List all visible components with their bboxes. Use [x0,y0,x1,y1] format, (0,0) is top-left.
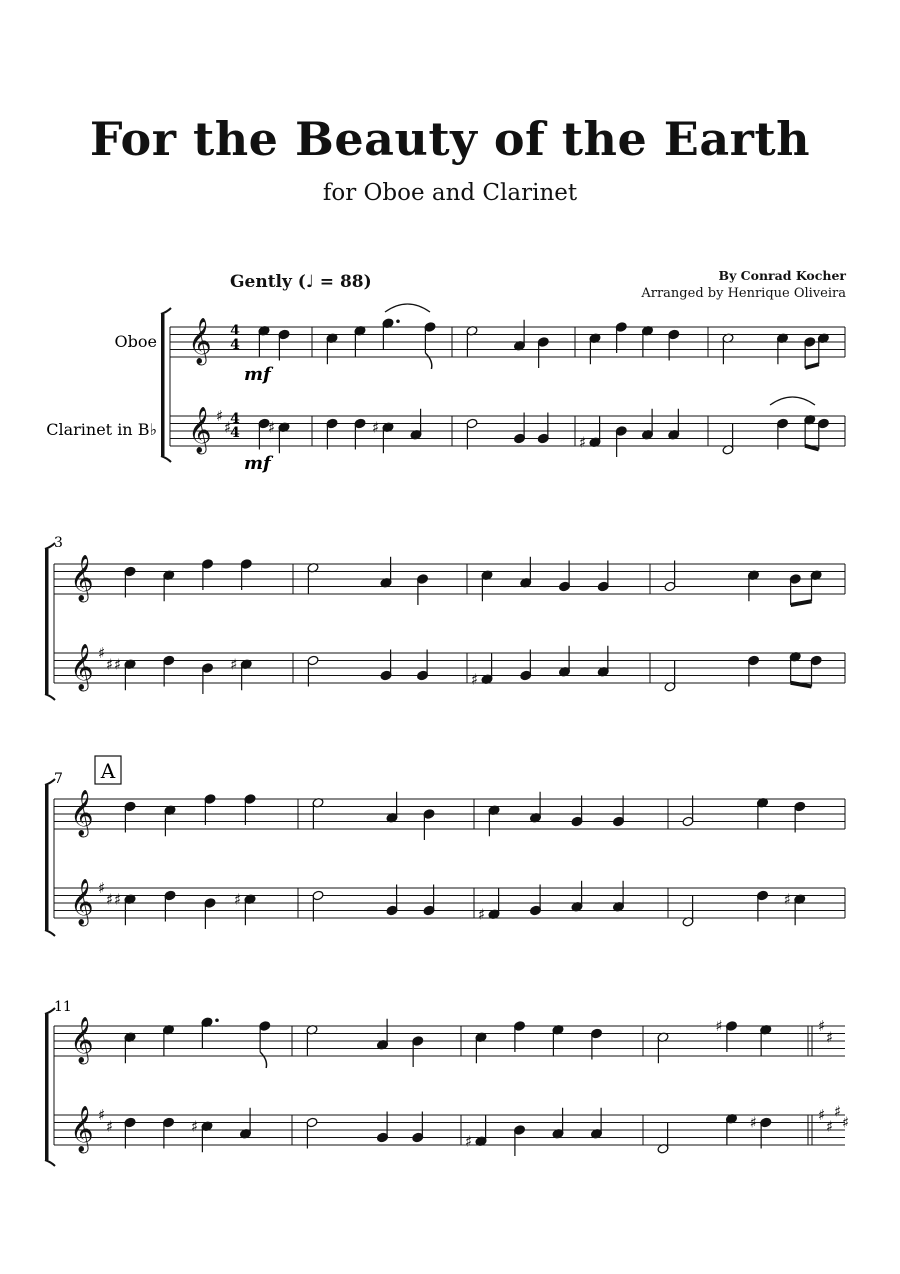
sharp-icon: ♯ [749,1113,758,1132]
clarinet-label: Clarinet in B♭ [46,420,157,439]
sharp-icon: ♯ [783,890,792,909]
treble-clef-icon: 𝄞 [70,1017,94,1063]
sharp-icon: ♯ [826,1117,834,1136]
sharp-icon: ♯ [98,644,106,662]
sharp-icon: ♯ [106,655,114,674]
sharp-icon: ♯ [234,890,242,909]
sharp-icon: ♯ [224,418,232,437]
bracket-hook [161,308,171,314]
sharp-icon: ♯ [818,1106,826,1124]
treble-clef-icon: 𝄞 [70,879,94,925]
measure-number: 7 [54,771,63,787]
oboe-label: Oboe [114,332,157,351]
composer-credit: By Conrad Kocher [718,268,846,283]
sharp-icon: ♯ [114,655,122,674]
bracket-hook [45,930,55,936]
sharp-icon: ♯ [372,418,380,437]
augmentation-dot [215,1018,219,1022]
system-bracket [45,549,49,694]
sharp-icon: ♯ [106,890,114,909]
treble-clef-icon: 𝄞 [188,407,212,453]
sharp-icon: ♯ [98,1106,106,1124]
arranger-credit: Arranged by Henrique Oliveira [641,286,846,301]
sharp-icon: ♯ [216,407,224,425]
slur [385,304,430,312]
treble-clef-icon: 𝄞 [188,318,212,364]
sharp-icon: ♯ [818,1017,826,1035]
sharp-icon: ♯ [98,879,106,897]
note-beam [791,601,812,605]
notation-layer [45,304,849,1166]
time-signature-bottom: 4 [230,337,240,353]
sharp-icon: ♯ [114,890,122,909]
time-signature-top: 4 [230,323,240,339]
sharp-icon: ♯ [268,418,276,437]
quarter-note-icon: ♩ [305,272,314,292]
system-bracket [45,1014,49,1160]
sharp-icon: ♯ [834,1102,842,1121]
sharp-icon: ♯ [715,1017,723,1035]
sharp-icon: ♯ [826,1028,834,1047]
system-bracket [161,314,165,456]
system-bracket [45,785,49,930]
score-subtitle: for Oboe and Clarinet [322,180,578,206]
time-signature-bottom: 4 [230,425,240,441]
augmentation-dot [396,319,400,323]
sharp-icon: ♯ [579,433,587,452]
slur [770,397,815,405]
sharp-icon: ♯ [471,670,479,689]
measure-number: 11 [54,999,72,1015]
treble-clef-icon: 𝄞 [70,644,94,690]
tempo-suffix: = 88) [313,272,372,292]
dynamic-marking: mf [244,364,271,385]
bracket-hook [45,694,55,700]
dynamic-marking: mf [244,453,271,474]
note-beam [805,364,819,368]
sharp-icon: ♯ [478,905,486,924]
note-flag [425,353,431,369]
treble-clef-icon: 𝄞 [70,1106,94,1152]
bracket-hook [161,456,171,462]
sharp-icon: ♯ [465,1132,473,1151]
bracket-hook [45,1160,55,1166]
sharp-icon: ♯ [842,1113,850,1132]
sharp-icon: ♯ [106,1117,114,1136]
rehearsal-mark: A [100,759,116,783]
tempo-prefix: Gently ( [230,272,306,292]
score-title: For the Beauty of the Earth [89,112,811,166]
treble-clef-icon: 𝄞 [70,555,94,601]
measure-number: 3 [54,535,63,551]
note-flag [260,1052,266,1068]
sharp-icon: ♯ [191,1117,199,1136]
treble-clef-icon: 𝄞 [70,790,94,836]
sharp-icon: ♯ [230,655,238,674]
time-signature-top: 4 [230,411,240,427]
